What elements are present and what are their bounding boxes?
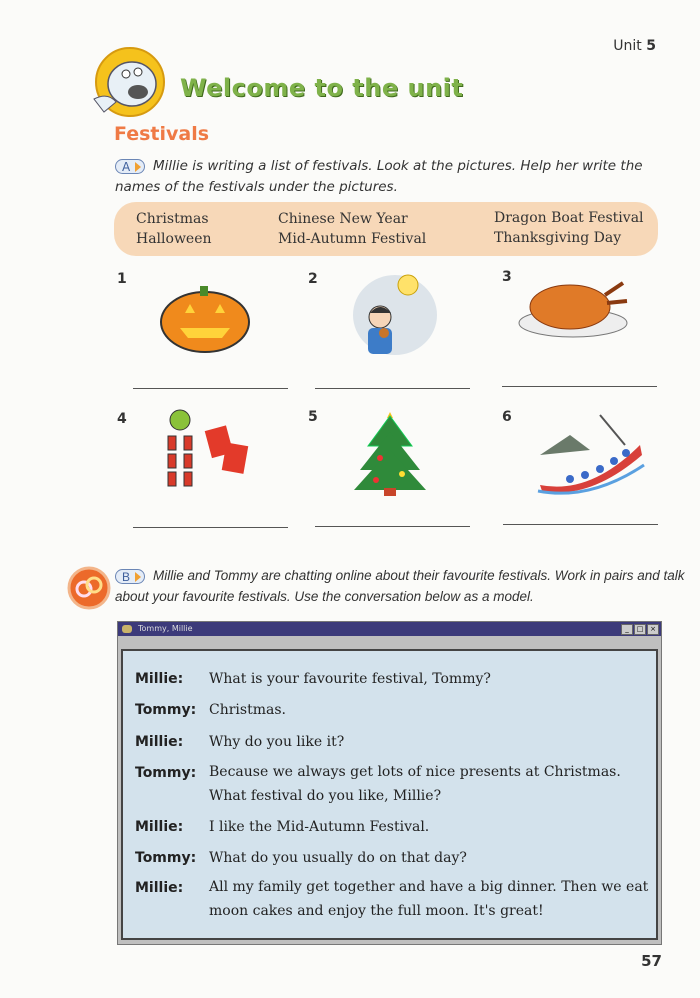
picture-number: 4 bbox=[117, 411, 127, 427]
chat-content bbox=[121, 649, 658, 940]
christmas-tree-icon bbox=[350, 408, 430, 498]
close-button[interactable]: × bbox=[647, 624, 659, 635]
message: Why do you like it? bbox=[209, 734, 345, 750]
speaker: Tommy: bbox=[135, 702, 197, 718]
part-a-badge: A bbox=[115, 159, 145, 174]
turkey-icon bbox=[515, 275, 635, 340]
dog-mascot-icon bbox=[88, 44, 168, 124]
speaker: Millie: bbox=[135, 734, 184, 750]
unit-number: 5 bbox=[646, 38, 656, 54]
chat-window bbox=[117, 621, 662, 945]
word: Halloween bbox=[136, 231, 212, 247]
message: What is your favourite festival, Tommy? bbox=[209, 671, 491, 687]
unit-title: Welcome to the unit bbox=[180, 74, 464, 102]
picture-number: 1 bbox=[117, 271, 127, 287]
pumpkin-icon bbox=[150, 280, 260, 355]
speaker: Millie: bbox=[135, 819, 184, 835]
dragon-boat-icon bbox=[530, 405, 650, 497]
picture-number: 5 bbox=[308, 409, 318, 425]
speaker: Millie: bbox=[135, 671, 184, 687]
message: All my family get together and have a big dinner. Then we eat moon cakes and enjoy the full moon. It's great! bbox=[209, 879, 649, 919]
window-title: Tommy, Millie bbox=[138, 624, 193, 633]
word: Thanksgiving Day bbox=[494, 230, 622, 246]
part-a-instruction bbox=[115, 156, 655, 198]
message: What do you usually do on that day? bbox=[209, 850, 467, 866]
word-box bbox=[114, 202, 658, 256]
chat-title-bar bbox=[118, 622, 661, 636]
picture-number: 3 bbox=[502, 269, 512, 285]
answer-line[interactable] bbox=[503, 524, 658, 525]
unit-text: Unit bbox=[613, 38, 642, 54]
answer-line[interactable] bbox=[315, 388, 470, 389]
page-number: 57 bbox=[641, 952, 662, 970]
messenger-icon bbox=[122, 625, 132, 633]
message: Christmas. bbox=[209, 702, 286, 718]
unit-label bbox=[613, 38, 656, 54]
picture-number: 2 bbox=[308, 271, 318, 287]
part-a-text: Millie is writing a list of festivals. Look at the pictures. Help her write the names of the festivals under the pictures. bbox=[115, 158, 643, 195]
message: I like the Mid-Autumn Festival. bbox=[209, 819, 430, 835]
message: Because we always get lots of nice presents at Christmas. What festival do you like, Millie? bbox=[209, 764, 621, 804]
answer-line[interactable] bbox=[133, 388, 288, 389]
speaker: Millie: bbox=[135, 880, 184, 896]
moon-boy-icon bbox=[350, 265, 440, 357]
part-b-instruction bbox=[115, 565, 685, 607]
picture-number: 6 bbox=[502, 409, 512, 425]
pair-work-icon bbox=[66, 565, 112, 611]
word: Mid-Autumn Festival bbox=[278, 231, 427, 247]
word: Dragon Boat Festival bbox=[494, 210, 644, 226]
minimize-button[interactable]: _ bbox=[621, 624, 633, 635]
answer-line[interactable] bbox=[315, 526, 470, 527]
part-b-text: Millie and Tommy are chatting online about their favourite festivals. Work in pairs and talk about your favourite festivals. Use the conversation below as a model. bbox=[115, 568, 685, 604]
answer-line[interactable] bbox=[502, 386, 657, 387]
word: Christmas bbox=[136, 211, 209, 227]
speaker: Tommy: bbox=[135, 765, 197, 781]
maximize-button[interactable]: □ bbox=[634, 624, 646, 635]
speaker: Tommy: bbox=[135, 850, 197, 866]
answer-line[interactable] bbox=[133, 527, 288, 528]
firecrackers-icon bbox=[158, 408, 253, 500]
section-title: Festivals bbox=[114, 123, 210, 145]
part-b-badge: B bbox=[115, 569, 145, 584]
word: Chinese New Year bbox=[278, 211, 408, 227]
